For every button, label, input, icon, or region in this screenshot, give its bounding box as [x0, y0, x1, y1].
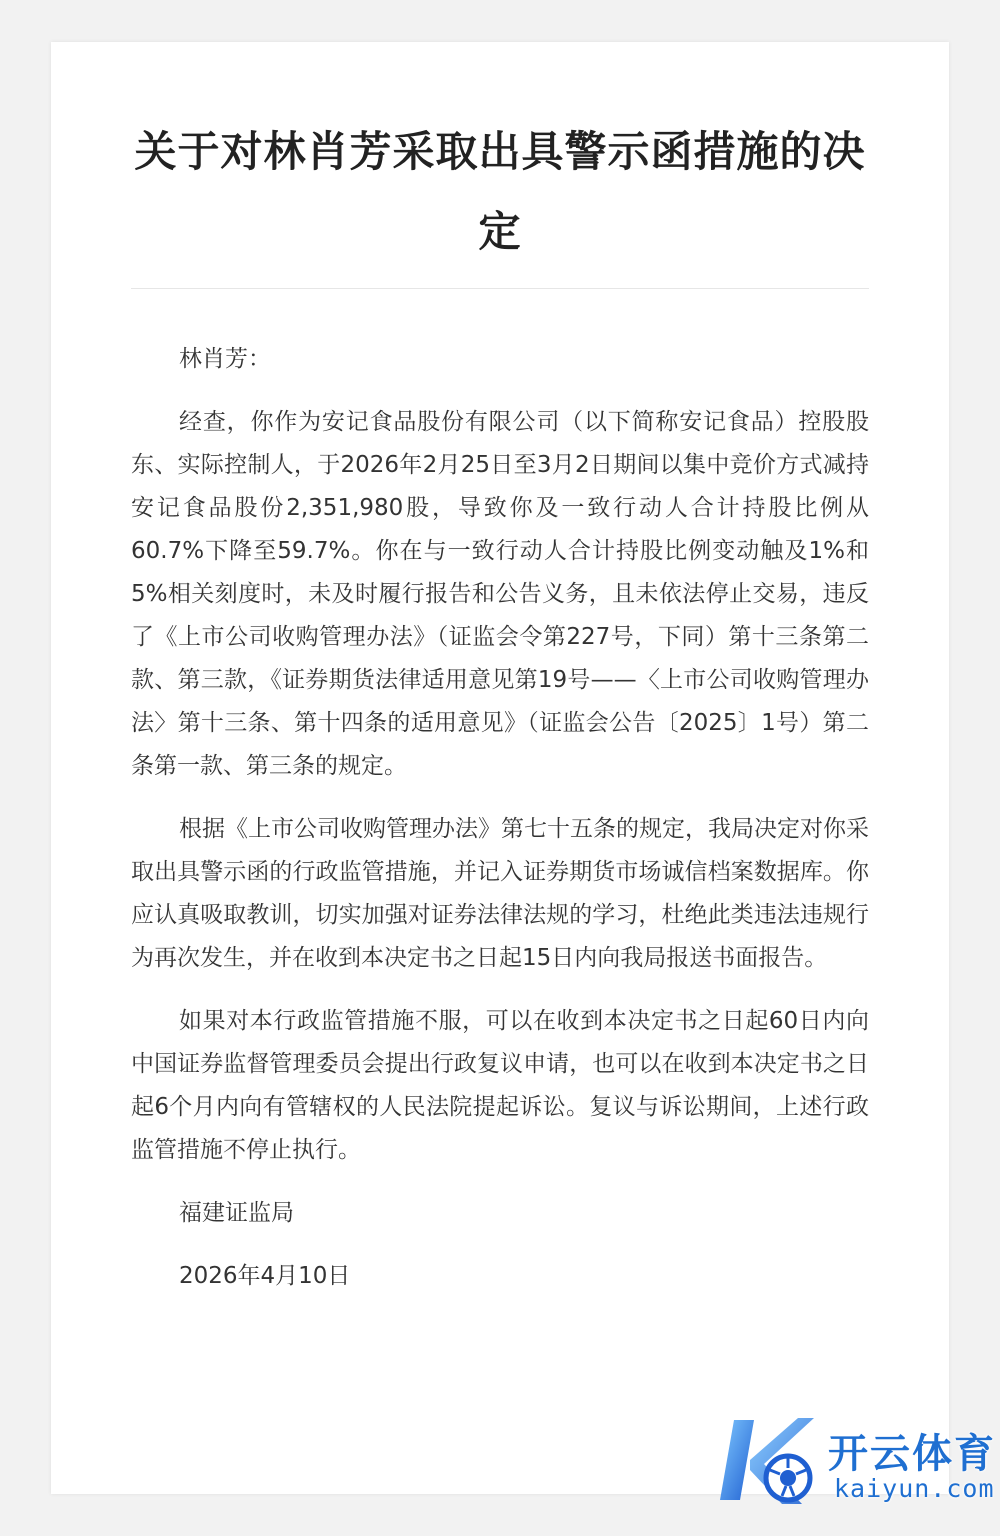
title-divider — [131, 288, 869, 289]
issuer-name: 福建证监局 — [179, 1200, 294, 1226]
watermark-url: kaiyun.com — [834, 1474, 995, 1503]
document-card — [51, 42, 949, 1494]
document-body — [131, 338, 869, 1318]
watermark-brand-name: 开云体育 — [828, 1431, 996, 1477]
kaiyun-logo-icon — [706, 1408, 826, 1518]
paragraph-appeal: 如果对本行政监管措施不服，可以在收到本决定书之日起60日内向中国证券监督管理委员会提出行政复议申请，也可以在收到本决定书之日起6个月内向有管辖权的人民法院提起诉讼。复议与诉讼期间，上述行政监管措施不停止执行。 — [131, 1008, 869, 1163]
watermark — [706, 1408, 996, 1518]
issue-date: 2026年4月10日 — [179, 1263, 351, 1289]
paragraph-decision: 根据《上市公司收购管理办法》第七十五条的规定，我局决定对你采取出具警示函的行政监管措施，并记入证券期货市场诚信档案数据库。你应认真吸取教训，切实加强对证券法律法规的学习，杜绝此类违法违规行为再次发生，并在收到本决定书之日起15日内向我局报送书面报告。 — [131, 816, 869, 971]
salutation: 林肖芳： — [179, 346, 271, 372]
document-title: 关于对林肖芳采取出具警示函措施的决定 — [134, 127, 866, 256]
paragraph-findings: 经查，你作为安记食品股份有限公司（以下简称安记食品）控股股东、实际控制人，于2026年2月25日至3月2日期间以集中竞价方式减持安记食品股份2,351,980股，导致你及一致行动人合计持股比例从60.7%下降至59.7%。你在与一致行动人合计持股比例变动触及1%和5%相关刻度时，未及时履行报告和公告义务，且未依法停止交易，违反了《上市公司收购管理办法》（证监会令第227号，下同）第十三条第二款、第三款，《证券期货法律适用意见第19号——〈上市公司收购管理办法〉第十三条、第十四条的适用意见》（证监会公告〔2025〕1号）第二条第一款、第三条的规定。 — [131, 409, 869, 779]
